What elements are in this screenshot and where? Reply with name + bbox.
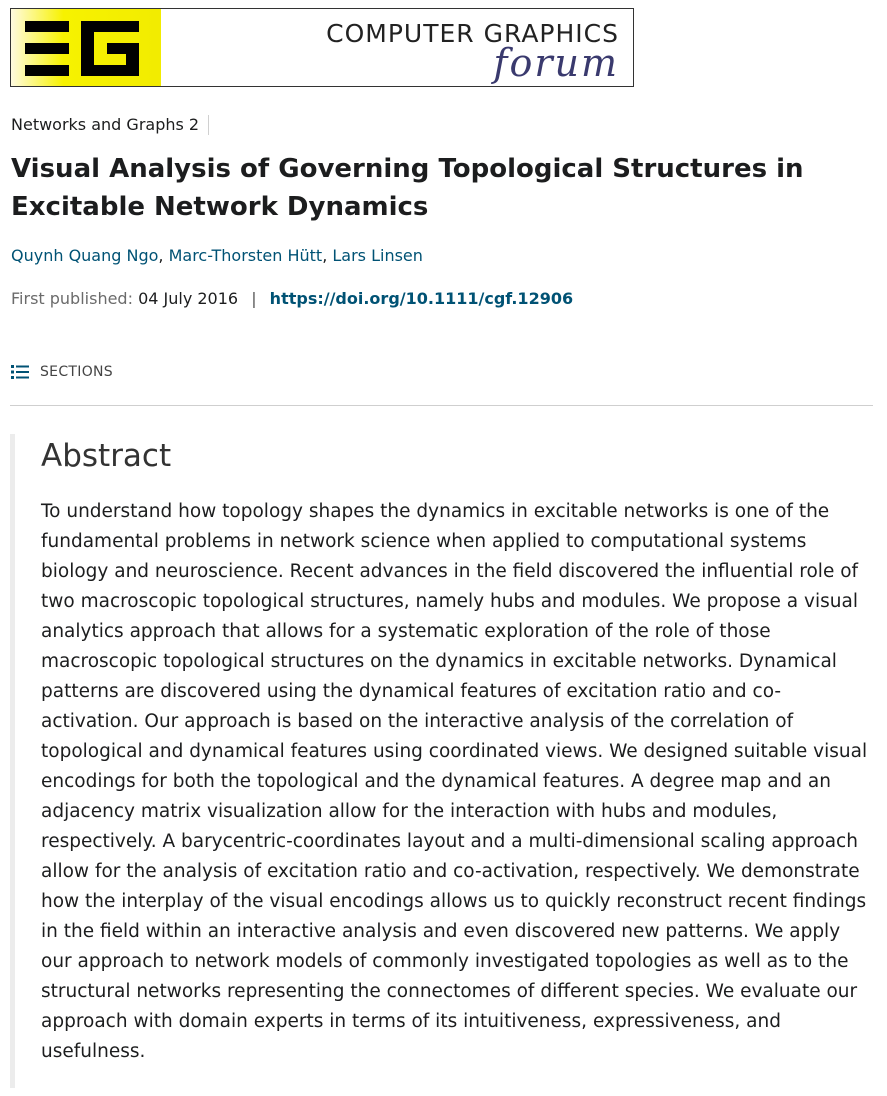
first-published-date: 04 July 2016 bbox=[138, 289, 239, 308]
author-separator-1: , bbox=[158, 246, 169, 265]
abstract-text: To understand how topology shapes the dynamics in excitable networks is one of the fundamental problems in network science when applied to computational systems biology and neuroscience. Recent advances in the field discovered the influential role of two macroscopic topological structures, namely hubs and modules. We propose a visual analytics approach that allows for a systematic exploration of the role of those macroscopic topological structures on the dynamics in excitable networks. Dynamical patterns are discovered using the dynamical features of excitation ratio and co-activation. Our approach is based on the interactive analysis of the correlation of topological and dynamical features using coordinated views. We designed suitable visual encodings for both the topological and the dynamical features. A degree map and an adjacency matrix visualization allow for the interaction with hubs and modules, respectively. A barycentric-coordinates layout and a multi-dimensional scaling approach allow for the analysis of excitation ratio and co-activation, respectively. We demonstrate how the interplay of the visual encodings allows us to quickly reconstruct recent findings in the field within an interactive analysis and even discovered new patterns. We apply our approach to network models of commonly investigated topologies as well as to the structural networks representing the connectomes of different species. We evaluate our approach with domain experts in terms of its intuitiveness, expressiveness, and usefulness. bbox=[41, 501, 868, 1062]
eg-logo-icon bbox=[11, 9, 161, 87]
doi-link[interactable]: https://doi.org/10.1111/cgf.12906 bbox=[269, 289, 574, 308]
sections-toggle[interactable] bbox=[11, 361, 113, 383]
abstract-section bbox=[10, 434, 876, 1088]
first-published-label: First published: bbox=[11, 289, 133, 308]
abstract-heading: Abstract bbox=[41, 438, 172, 474]
publication-info bbox=[11, 288, 573, 310]
pubinfo-separator: | bbox=[251, 289, 257, 308]
article-title: Visual Analysis of Governing Topological Structures in Excitable Network Dynamics bbox=[11, 154, 804, 222]
author-link-2[interactable]: Marc-Thorsten Hütt bbox=[168, 246, 323, 265]
author-link-1[interactable]: Quynh Quang Ngo bbox=[11, 246, 159, 265]
banner-title-line1: COMPUTER GRAPHICS bbox=[326, 19, 619, 48]
author-separator-2: , bbox=[322, 246, 333, 265]
list-icon bbox=[11, 364, 29, 380]
journal-banner[interactable] bbox=[10, 8, 634, 87]
section-divider bbox=[10, 405, 873, 406]
banner-title-line2: forum bbox=[493, 41, 619, 85]
issue-label[interactable]: Networks and Graphs 2 bbox=[11, 115, 209, 135]
author-link-3[interactable]: Lars Linsen bbox=[332, 246, 423, 265]
author-list bbox=[11, 245, 423, 267]
sections-label: SECTIONS bbox=[40, 364, 113, 380]
